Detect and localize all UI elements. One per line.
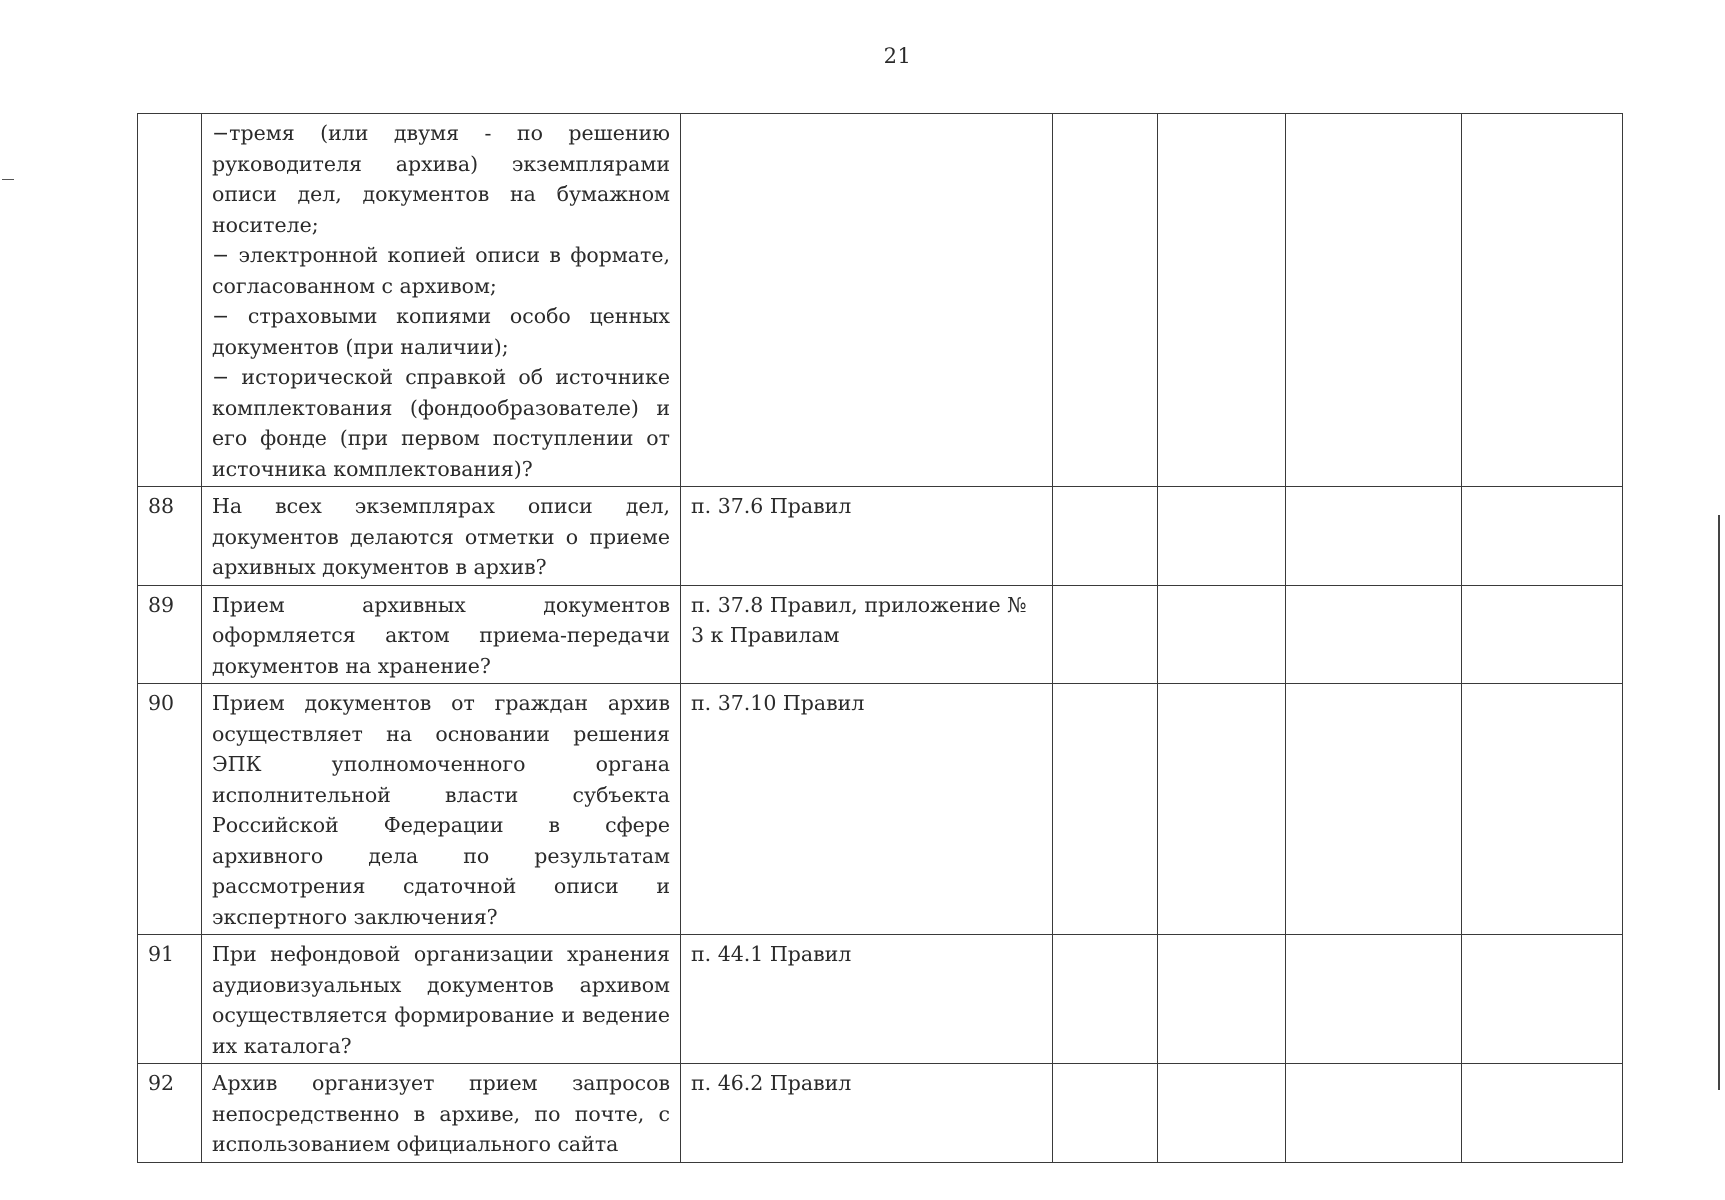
empty-cell bbox=[1158, 487, 1286, 586]
question-cell: Прием документов от граждан архив осуществляет на основании решения ЭПК уполномоченного органа исполнительной власти субъекта Российской Федерации в сфере архивного дела по результатам рассмотрения сдаточной описи и экспертного заключения? bbox=[202, 684, 681, 935]
table-row bbox=[138, 487, 1623, 586]
empty-cell bbox=[1053, 1064, 1158, 1163]
empty-cell bbox=[1462, 935, 1623, 1064]
empty-cell bbox=[1053, 684, 1158, 935]
checklist-table bbox=[137, 113, 1623, 1163]
reference-cell: п. 37.8 Правил, приложение № 3 к Правилам bbox=[681, 585, 1053, 684]
empty-cell bbox=[1158, 935, 1286, 1064]
question-cell: При нефондовой организации хранения аудиовизуальных документов архивом осуществляется формирование и ведение их каталога? bbox=[202, 935, 681, 1064]
empty-cell bbox=[1462, 585, 1623, 684]
empty-cell bbox=[1286, 684, 1462, 935]
empty-cell bbox=[1286, 114, 1462, 487]
table-row bbox=[138, 1064, 1623, 1163]
row-number bbox=[138, 114, 202, 487]
empty-cell bbox=[1053, 114, 1158, 487]
empty-cell bbox=[1158, 1064, 1286, 1163]
page-number: 21 bbox=[883, 44, 912, 68]
question-cell: Прием архивных документов оформляется актом приема-передачи документов на хранение? bbox=[202, 585, 681, 684]
reference-cell: п. 37.6 Правил bbox=[681, 487, 1053, 586]
reference-cell: п. 44.1 Правил bbox=[681, 935, 1053, 1064]
empty-cell bbox=[1158, 114, 1286, 487]
row-number: 89 bbox=[138, 585, 202, 684]
table-row bbox=[138, 935, 1623, 1064]
row-number: 88 bbox=[138, 487, 202, 586]
empty-cell bbox=[1286, 1064, 1462, 1163]
empty-cell bbox=[1462, 487, 1623, 586]
question-line: −тремя (или двумя - по решению руководителя архива) экземплярами описи дел, документов на бумажном носителе; bbox=[212, 121, 670, 237]
empty-cell bbox=[1053, 935, 1158, 1064]
table-row bbox=[138, 114, 1623, 487]
empty-cell bbox=[1462, 114, 1623, 487]
question-cell: Архив организует прием запросов непосредственно в архиве, по почте, с использованием официального сайта bbox=[202, 1064, 681, 1163]
question-line: − страховыми копиями особо ценных документов (при наличии); bbox=[212, 304, 670, 359]
table-row bbox=[138, 585, 1623, 684]
row-number: 91 bbox=[138, 935, 202, 1064]
reference-cell: п. 46.2 Правил bbox=[681, 1064, 1053, 1163]
scan-edge-mark bbox=[2, 179, 14, 180]
empty-cell bbox=[1158, 684, 1286, 935]
table-row bbox=[138, 684, 1623, 935]
empty-cell bbox=[1462, 1064, 1623, 1163]
empty-cell bbox=[1462, 684, 1623, 935]
empty-cell bbox=[1053, 585, 1158, 684]
question-line: − электронной копией описи в формате, согласованном с архивом; bbox=[212, 243, 670, 298]
empty-cell bbox=[1053, 487, 1158, 586]
question-cell: На всех экземплярах описи дел, документов делаются отметки о приеме архивных документов в архив? bbox=[202, 487, 681, 586]
empty-cell bbox=[1158, 585, 1286, 684]
row-number: 92 bbox=[138, 1064, 202, 1163]
reference-cell bbox=[681, 114, 1053, 487]
row-number: 90 bbox=[138, 684, 202, 935]
question-line: − исторической справкой об источнике комплектования (фондообразователе) и его фонде (при первом поступлении от источника комплектования)? bbox=[212, 365, 670, 481]
empty-cell bbox=[1286, 585, 1462, 684]
question-cell bbox=[202, 114, 681, 487]
empty-cell bbox=[1286, 935, 1462, 1064]
reference-cell: п. 37.10 Правил bbox=[681, 684, 1053, 935]
scan-edge-line bbox=[1718, 515, 1720, 1090]
empty-cell bbox=[1286, 487, 1462, 586]
